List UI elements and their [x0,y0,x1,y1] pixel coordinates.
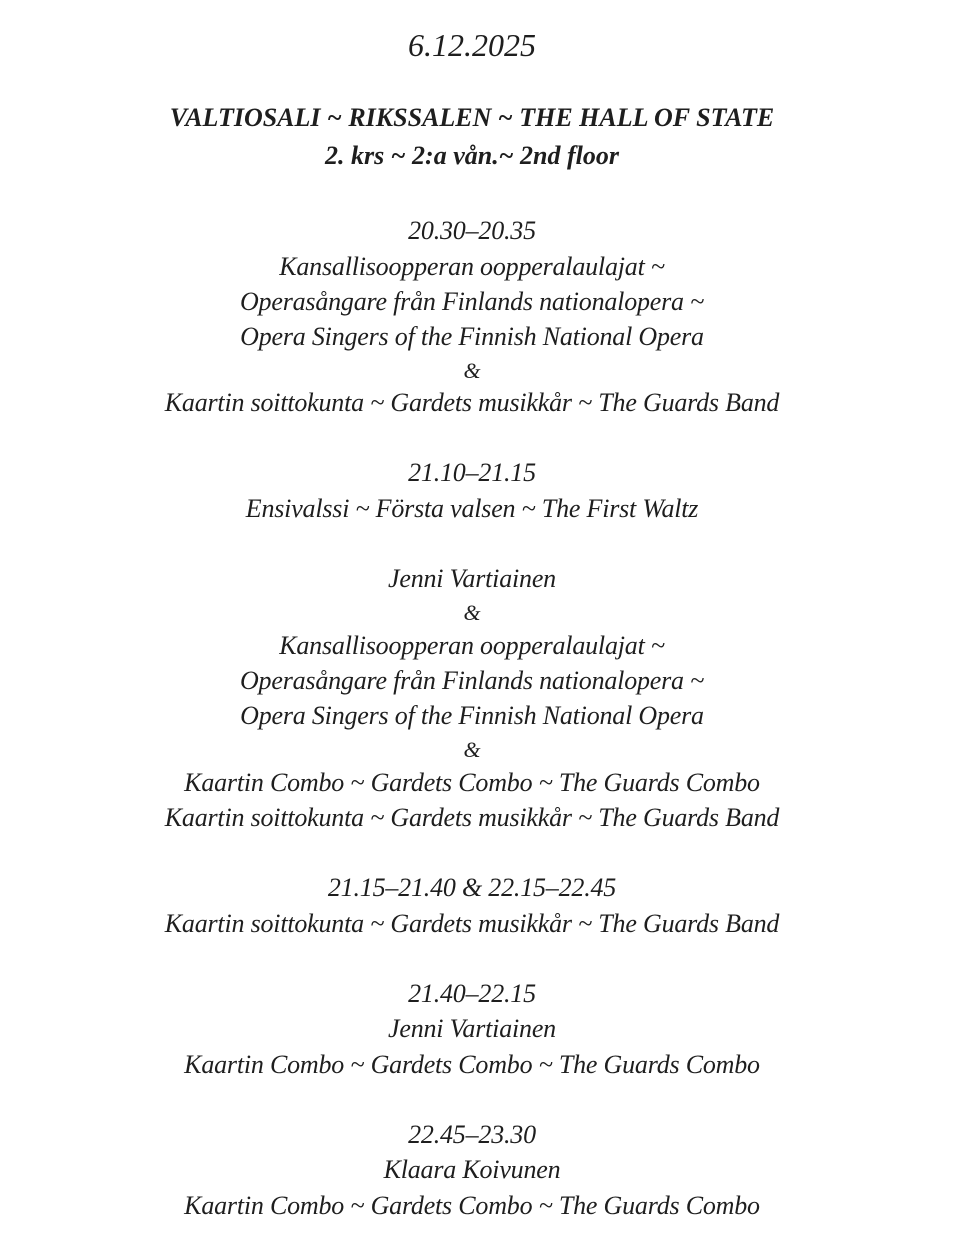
program-time-1: 20.30–20.35 [408,216,536,245]
performer-line: Kaartin Combo ~ Gardets Combo ~ The Guards Combo [184,1050,760,1079]
ampersand-separator: & [463,737,481,762]
program-time-2: 21.10–21.15 [408,458,536,487]
performer-line: Opera Singers of the Finnish National Opera [240,322,704,351]
performer-line: Kansallisoopperan oopperalaulajat ~ [279,252,665,281]
program-time-3: 21.15–21.40 & 22.15–22.45 [327,873,617,902]
performer-line: Kaartin soittokunta ~ Gardets musikkår ~ The Guards Band [164,803,780,832]
performer-line: Jenni Vartiainen [388,1014,556,1043]
ampersand-separator: & [463,600,481,625]
performer-line: Jenni Vartiainen [388,564,556,593]
venue-title: VALTIOSALI ~ RIKSSALEN ~ THE HALL OF STATE [169,103,775,132]
performer-line: Klaara Koivunen [383,1155,561,1184]
program-time-4: 21.40–22.15 [408,979,536,1008]
performer-line: Opera Singers of the Finnish National Opera [240,701,704,730]
performance-title: Ensivalssi ~ Första valsen ~ The First Waltz [245,494,699,523]
program-time-5: 22.45–23.30 [408,1120,536,1149]
performer-line: Kansallisoopperan oopperalaulajat ~ [279,631,665,660]
performer-line: Operasångare från Finlands nationalopera ~ [239,287,705,316]
performer-line: Kaartin soittokunta ~ Gardets musikkår ~ The Guards Band [164,388,780,417]
venue-floor: 2. krs ~ 2:a vån.~ 2nd floor [325,141,619,170]
performer-line: Kaartin soittokunta ~ Gardets musikkår ~ The Guards Band [164,909,780,938]
performer-line: Operasångare från Finlands nationalopera ~ [239,666,705,695]
ampersand-separator: & [463,358,481,383]
performer-line: Kaartin Combo ~ Gardets Combo ~ The Guards Combo [184,1191,760,1220]
event-date: 6.12.2025 [408,27,536,63]
performer-line: Kaartin Combo ~ Gardets Combo ~ The Guards Combo [184,768,760,797]
